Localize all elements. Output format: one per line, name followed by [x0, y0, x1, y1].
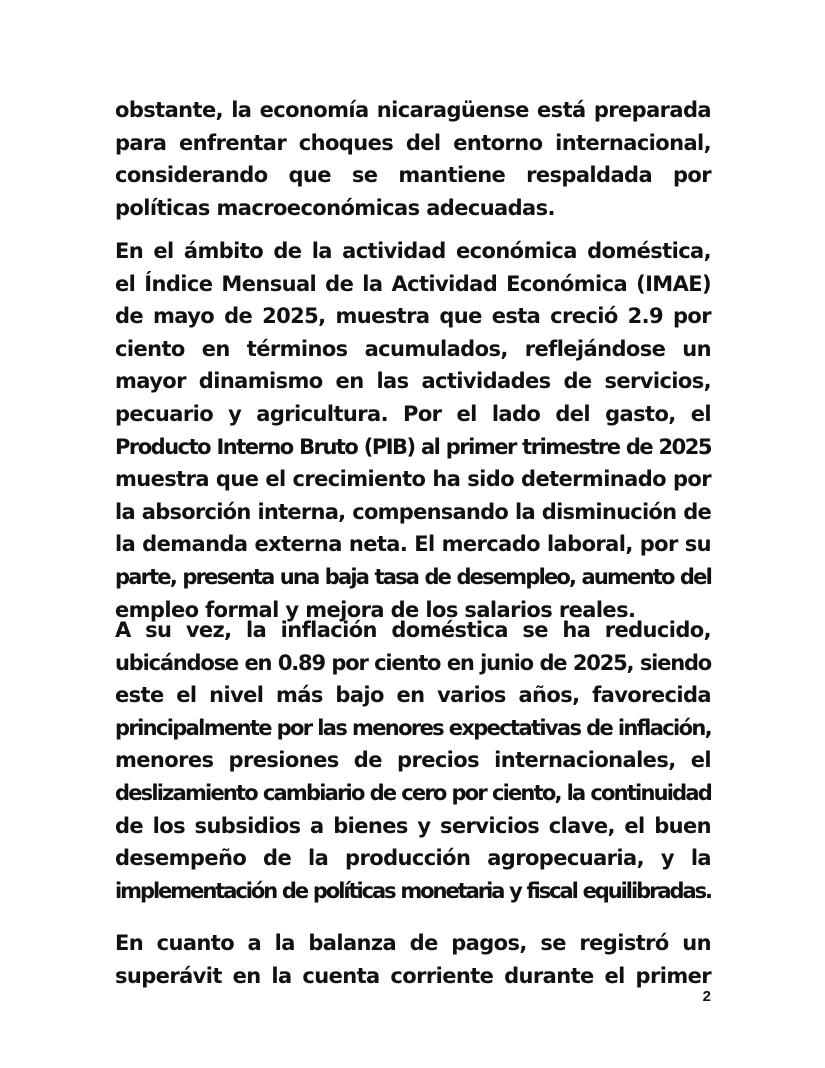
text-line: menores presiones de precios internacionales, el — [115, 748, 711, 773]
text-line: la demanda externa neta. El mercado laboral, por su — [115, 532, 711, 557]
text-line: Producto Interno Bruto (PIB) al primer trimestre de 2025 — [115, 434, 711, 459]
text-line: desempeño de la producción agropecuaria, y la — [115, 846, 711, 871]
paragraph-economic-activity — [115, 235, 711, 626]
text-line: de mayo de 2025, muestra que esta creció 2.9 por — [115, 304, 711, 329]
text-line: empleo formal y mejora de los salarios reales. — [115, 597, 636, 622]
text-line: ciento en términos acumulados, reflejándose un — [115, 336, 711, 361]
page-number: 2 — [702, 988, 711, 1005]
text-line: considerando que se mantiene respaldada por — [115, 163, 711, 188]
text-line: mayor dinamismo en las actividades de servicios, — [115, 369, 711, 394]
text-line: de los subsidios a bienes y servicios clave, el buen — [115, 813, 711, 838]
paragraph-economy-prepared — [115, 94, 711, 224]
text-line: ubicándose en 0.89 por ciento en junio de 2025, siendo — [115, 650, 711, 675]
text-line: muestra que el crecimiento ha sido determinado por — [115, 467, 711, 492]
paragraph-inflation — [115, 614, 711, 907]
text-line: En el ámbito de la actividad económica doméstica, — [115, 239, 711, 263]
text-line: obstante, la economía nicaragüense está preparada — [115, 98, 711, 122]
text-line: A su vez, la inflación doméstica se ha reducido, — [115, 618, 711, 642]
text-line: superávit en la cuenta corriente durante el primer — [115, 963, 711, 988]
text-line: pecuario y agricultura. Por el lado del gasto, el — [115, 401, 711, 426]
text-line: principalmente por las menores expectativas de inflación, — [115, 715, 711, 740]
text-line: políticas macroeconómicas adecuadas. — [115, 195, 555, 220]
text-line: para enfrentar choques del entorno internacional, — [115, 130, 711, 155]
text-line: la absorción interna, compensando la disminución de — [115, 499, 711, 524]
text-line: parte, presenta una baja tasa de desempleo, aumento del — [115, 564, 711, 589]
text-line: En cuanto a la balanza de pagos, se registró un — [115, 931, 711, 955]
text-line: implementación de políticas monetaria y fiscal equilibradas. — [115, 878, 711, 903]
text-line: este el nivel más bajo en varios años, favorecida — [115, 683, 711, 708]
text-line: el Índice Mensual de la Actividad Económica (IMAE) — [115, 271, 711, 296]
paragraph-balance-of-payments — [115, 927, 711, 992]
text-line: deslizamiento cambiario de cero por ciento, la continuidad — [115, 780, 711, 805]
